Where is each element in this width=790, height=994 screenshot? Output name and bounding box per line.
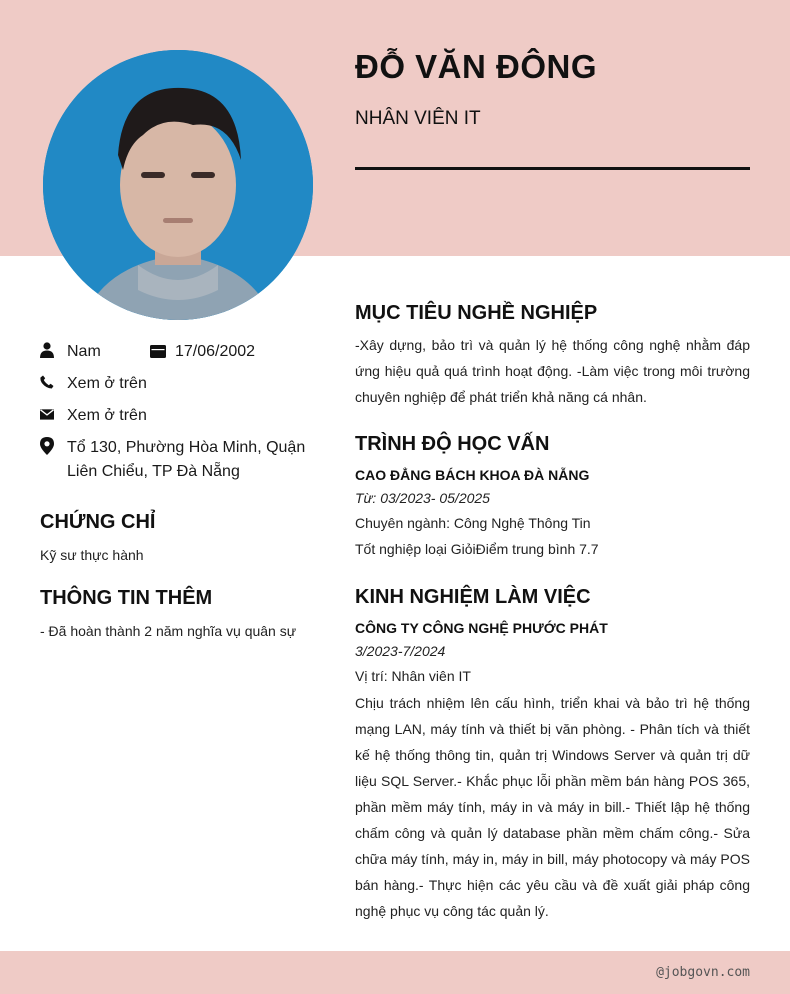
extra-info-text: - Đã hoàn thành 2 năm nghĩa vụ quân sự xyxy=(40,623,297,639)
education-result: Tốt nghiệp loại GiỏiĐiểm trung bình 7.7 xyxy=(355,541,599,557)
certificates-heading: CHỨNG CHỈ xyxy=(40,511,156,533)
education-heading: TRÌNH ĐỘ HỌC VẤN xyxy=(355,433,550,455)
mail-icon xyxy=(40,406,54,422)
experience-description: Chịu trách nhiệm lên cấu hình, triển khai và bảo trì hệ thống mạng LAN, máy tính và thiết bị văn phòng. - Phân tích và thiết kế hệ thống thông tin, quản trị Windows Server và quản trị dữ liệu SQL Server.- Khắc phục lỗi phần mềm bán hàng POS 365, phần mềm máy tính, máy in và máy in bill.- Thiết lập hệ thống chấm công và quản lý database phần mềm chấm công.- Sửa chữa máy tính, máy in, máy in bill, máy photocopy và máy POS bán hàng.- Thực hiện các yêu cầu và đề xuất giải pháp công nghệ phục vụ công tác quản lý. xyxy=(355,695,750,919)
experience-heading: KINH NGHIỆM LÀM VIỆC xyxy=(355,586,591,608)
title-divider xyxy=(355,167,750,170)
profile-photo xyxy=(43,50,313,320)
address-row xyxy=(40,436,310,484)
education-major: Chuyên ngành: Công Nghệ Thông Tin xyxy=(355,515,591,531)
dob-value: 17/06/2002 xyxy=(175,343,256,360)
calendar-icon xyxy=(150,344,166,360)
phone-icon xyxy=(40,374,54,390)
email-row xyxy=(40,404,147,428)
footer-watermark: @jobgovn.com xyxy=(656,965,750,980)
experience-position: Vị trí: Nhân viên IT xyxy=(355,668,471,684)
gender-value: Nam xyxy=(67,343,101,360)
phone-row xyxy=(40,372,147,396)
person-icon xyxy=(40,342,54,358)
education-school: CAO ĐẲNG BÁCH KHOA ĐÀ NẴNG xyxy=(355,467,590,483)
job-title: NHÂN VIÊN IT xyxy=(355,108,481,129)
address-value: Tổ 130, Phường Hòa Minh, Quận Liên Chiểu, TP Đà Nẵng xyxy=(67,439,306,480)
location-pin-icon xyxy=(40,438,54,454)
experience-period: 3/2023-7/2024 xyxy=(355,643,446,659)
extra-info-heading: THÔNG TIN THÊM xyxy=(40,587,213,609)
gender-row xyxy=(40,340,101,364)
dob-row xyxy=(150,340,255,364)
email-value: Xem ở trên xyxy=(67,407,147,424)
education-period: Từ: 03/2023- 05/2025 xyxy=(355,490,490,506)
profile-photo-image xyxy=(43,50,313,320)
candidate-name: ĐỖ VĂN ĐÔNG xyxy=(355,48,598,85)
phone-value: Xem ở trên xyxy=(67,375,147,392)
certificates-text: Kỹ sư thực hành xyxy=(40,547,144,563)
objective-heading: MỤC TIÊU NGHỀ NGHIỆP xyxy=(355,302,598,324)
objective-text: -Xây dựng, bảo trì và quản lý hệ thống công nghệ nhằm đáp ứng hiệu quả quá trình hoạt động. -Làm việc trong môi trường chuyên nghiệp để phát triển khả năng cá nhân. xyxy=(355,337,750,405)
experience-company: CÔNG TY CÔNG NGHỆ PHƯỚC PHÁT xyxy=(355,620,608,636)
